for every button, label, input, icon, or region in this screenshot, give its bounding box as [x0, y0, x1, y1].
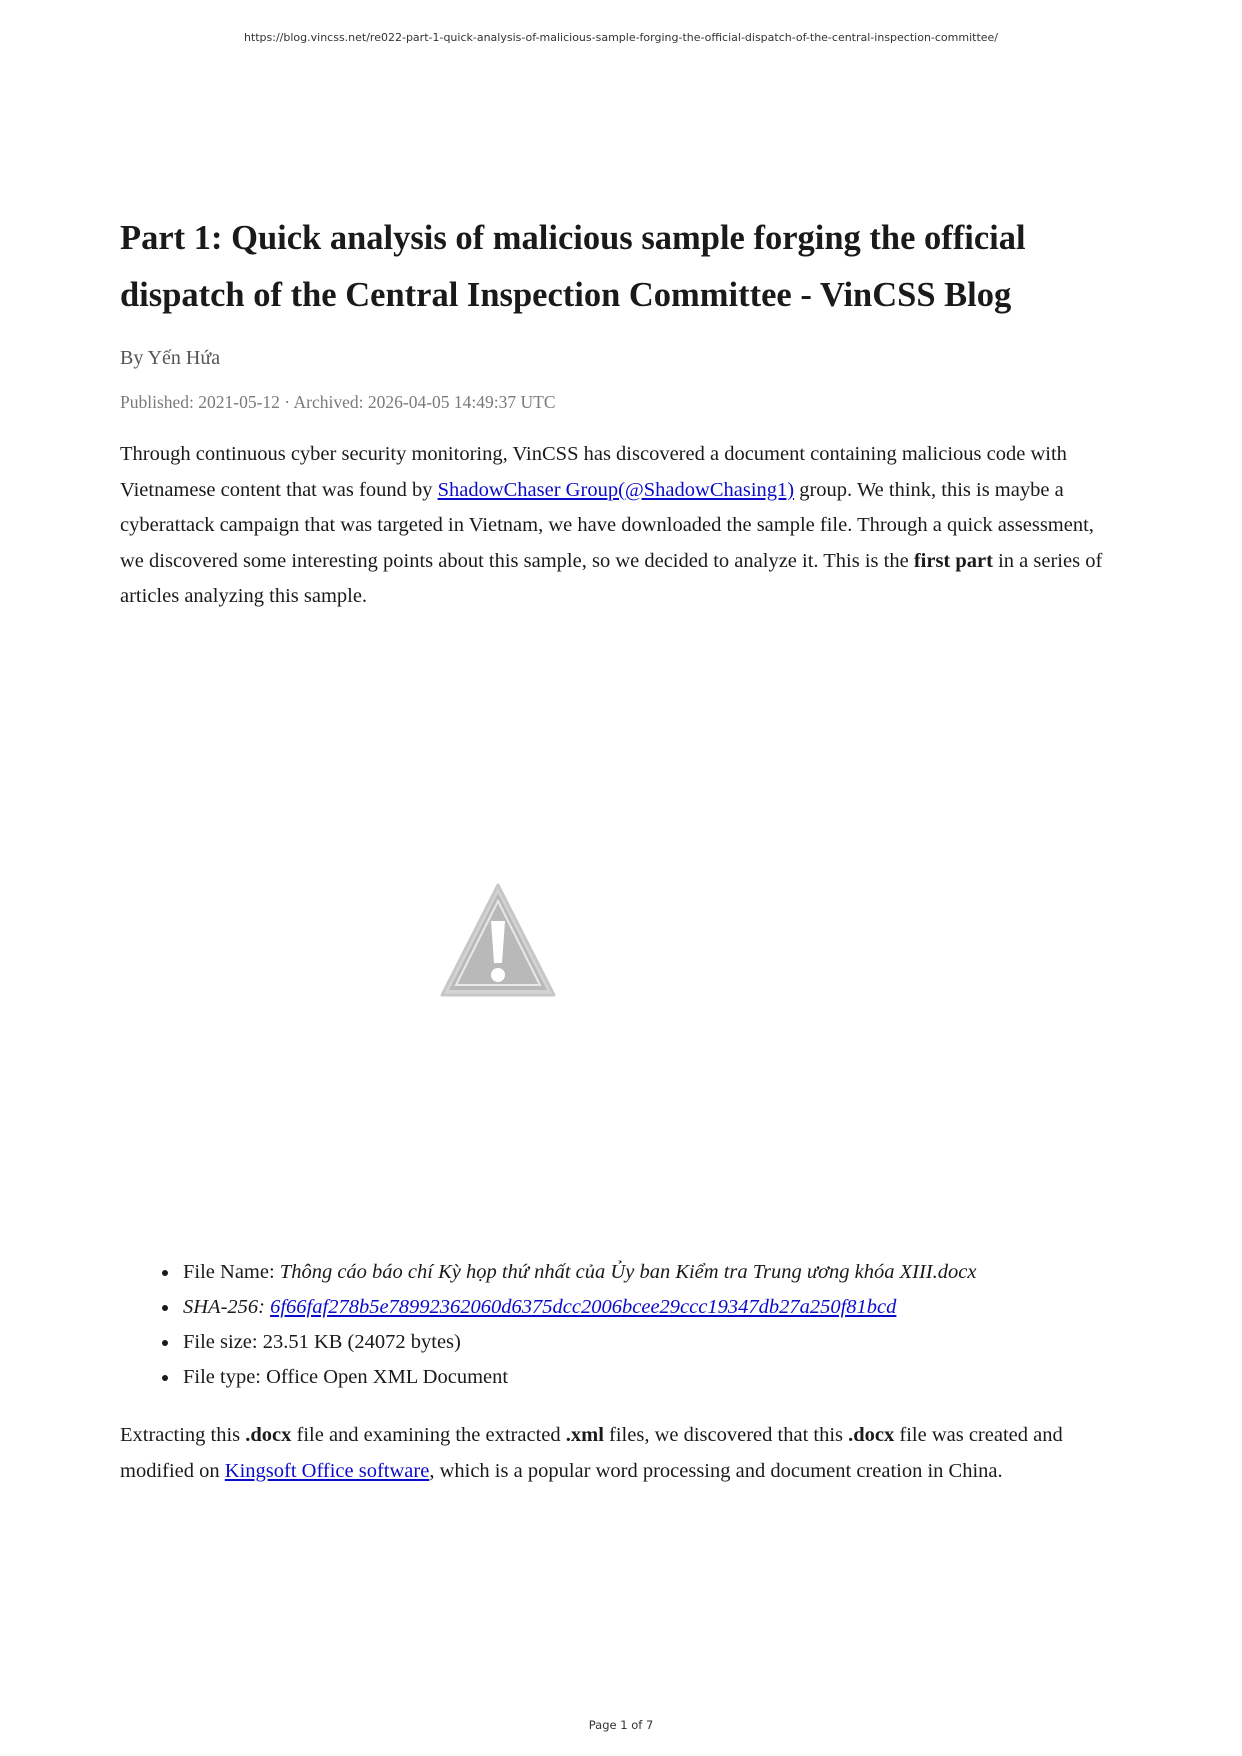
- page-number: Page 1 of 7: [588, 1718, 654, 1732]
- file-name-value: Thông cáo báo chí Kỳ họp thứ nhất của Ủy ban Kiểm tra Trung ương khóa XIII.docx: [279, 1260, 977, 1283]
- broken-image-placeholder: [120, 615, 1120, 1255]
- author-byline: By Yến Hứa: [120, 347, 221, 369]
- extract-bold-docx-1: .docx: [245, 1423, 292, 1446]
- extract-bold-docx-2: .docx: [848, 1423, 895, 1446]
- extract-text-4: file was created and modified on: [120, 1423, 1063, 1482]
- intro-bold-first-part: first part: [913, 549, 993, 572]
- sha256-label: SHA-256:: [183, 1295, 271, 1318]
- list-item-file-type: File type: Office Open XML Document: [183, 1360, 1120, 1395]
- sha256-link[interactable]: [270, 1296, 896, 1318]
- file-name-label: File Name:: [183, 1260, 280, 1283]
- extract-paragraph: [120, 1417, 1120, 1489]
- intro-text-2: group. We think, this is maybe a cyberattack campaign that was targeted in Vietnam, we have downloaded the sample file. Through a quick assessment, we discovered some interesting points about this sample, so we decided to analyze it. This is the: [120, 478, 1094, 572]
- kingsoft-link[interactable]: Kingsoft Office software: [224, 1459, 430, 1482]
- file-info-list: [120, 1255, 1120, 1395]
- extract-text-5: , which is a popular word processing and document creation in China.: [429, 1459, 1003, 1482]
- publish-meta: Published: 2021-05-12 · Archived: 2026-04-05 14:49:37 UTC: [120, 392, 556, 412]
- sha256-value: 6f66faf278b5e78992362060d6375dcc2006bcee29ccc19347db27a250f81bcd: [270, 1295, 897, 1318]
- extract-text-1: Extracting this: [120, 1423, 246, 1446]
- extract-text-2: file and examining the extracted: [291, 1423, 566, 1446]
- extract-bold-xml: .xml: [565, 1423, 604, 1446]
- list-item-file-size: File size: 23.51 KB (24072 bytes): [183, 1325, 1120, 1360]
- page-url: https://blog.vincss.net/re022-part-1-quick-analysis-of-malicious-sample-forging-the-official-dispatch-of-the-central-inspection-committee/: [243, 31, 999, 44]
- shadowchaser-link[interactable]: ShadowChaser Group(@ShadowChasing1): [437, 478, 795, 501]
- list-item-sha256: [183, 1290, 1120, 1325]
- article-title: Part 1: Quick analysis of malicious sample forging the official dispatch of the Central Inspection Committee - VinCSS Blog: [120, 219, 1026, 314]
- warning-triangle-icon: [438, 881, 558, 999]
- intro-text-3: in a series of articles analyzing this sample.: [120, 549, 1103, 607]
- intro-paragraph: [120, 437, 1120, 615]
- list-item-file-name: [183, 1255, 1120, 1290]
- extract-text-3: files, we discovered that this: [603, 1423, 849, 1446]
- intro-text-1: Through continuous cyber security monitoring, VinCSS has discovered a document containing malicious code with Vietnamese content that was found by: [120, 443, 1067, 501]
- article: [120, 210, 1120, 1489]
